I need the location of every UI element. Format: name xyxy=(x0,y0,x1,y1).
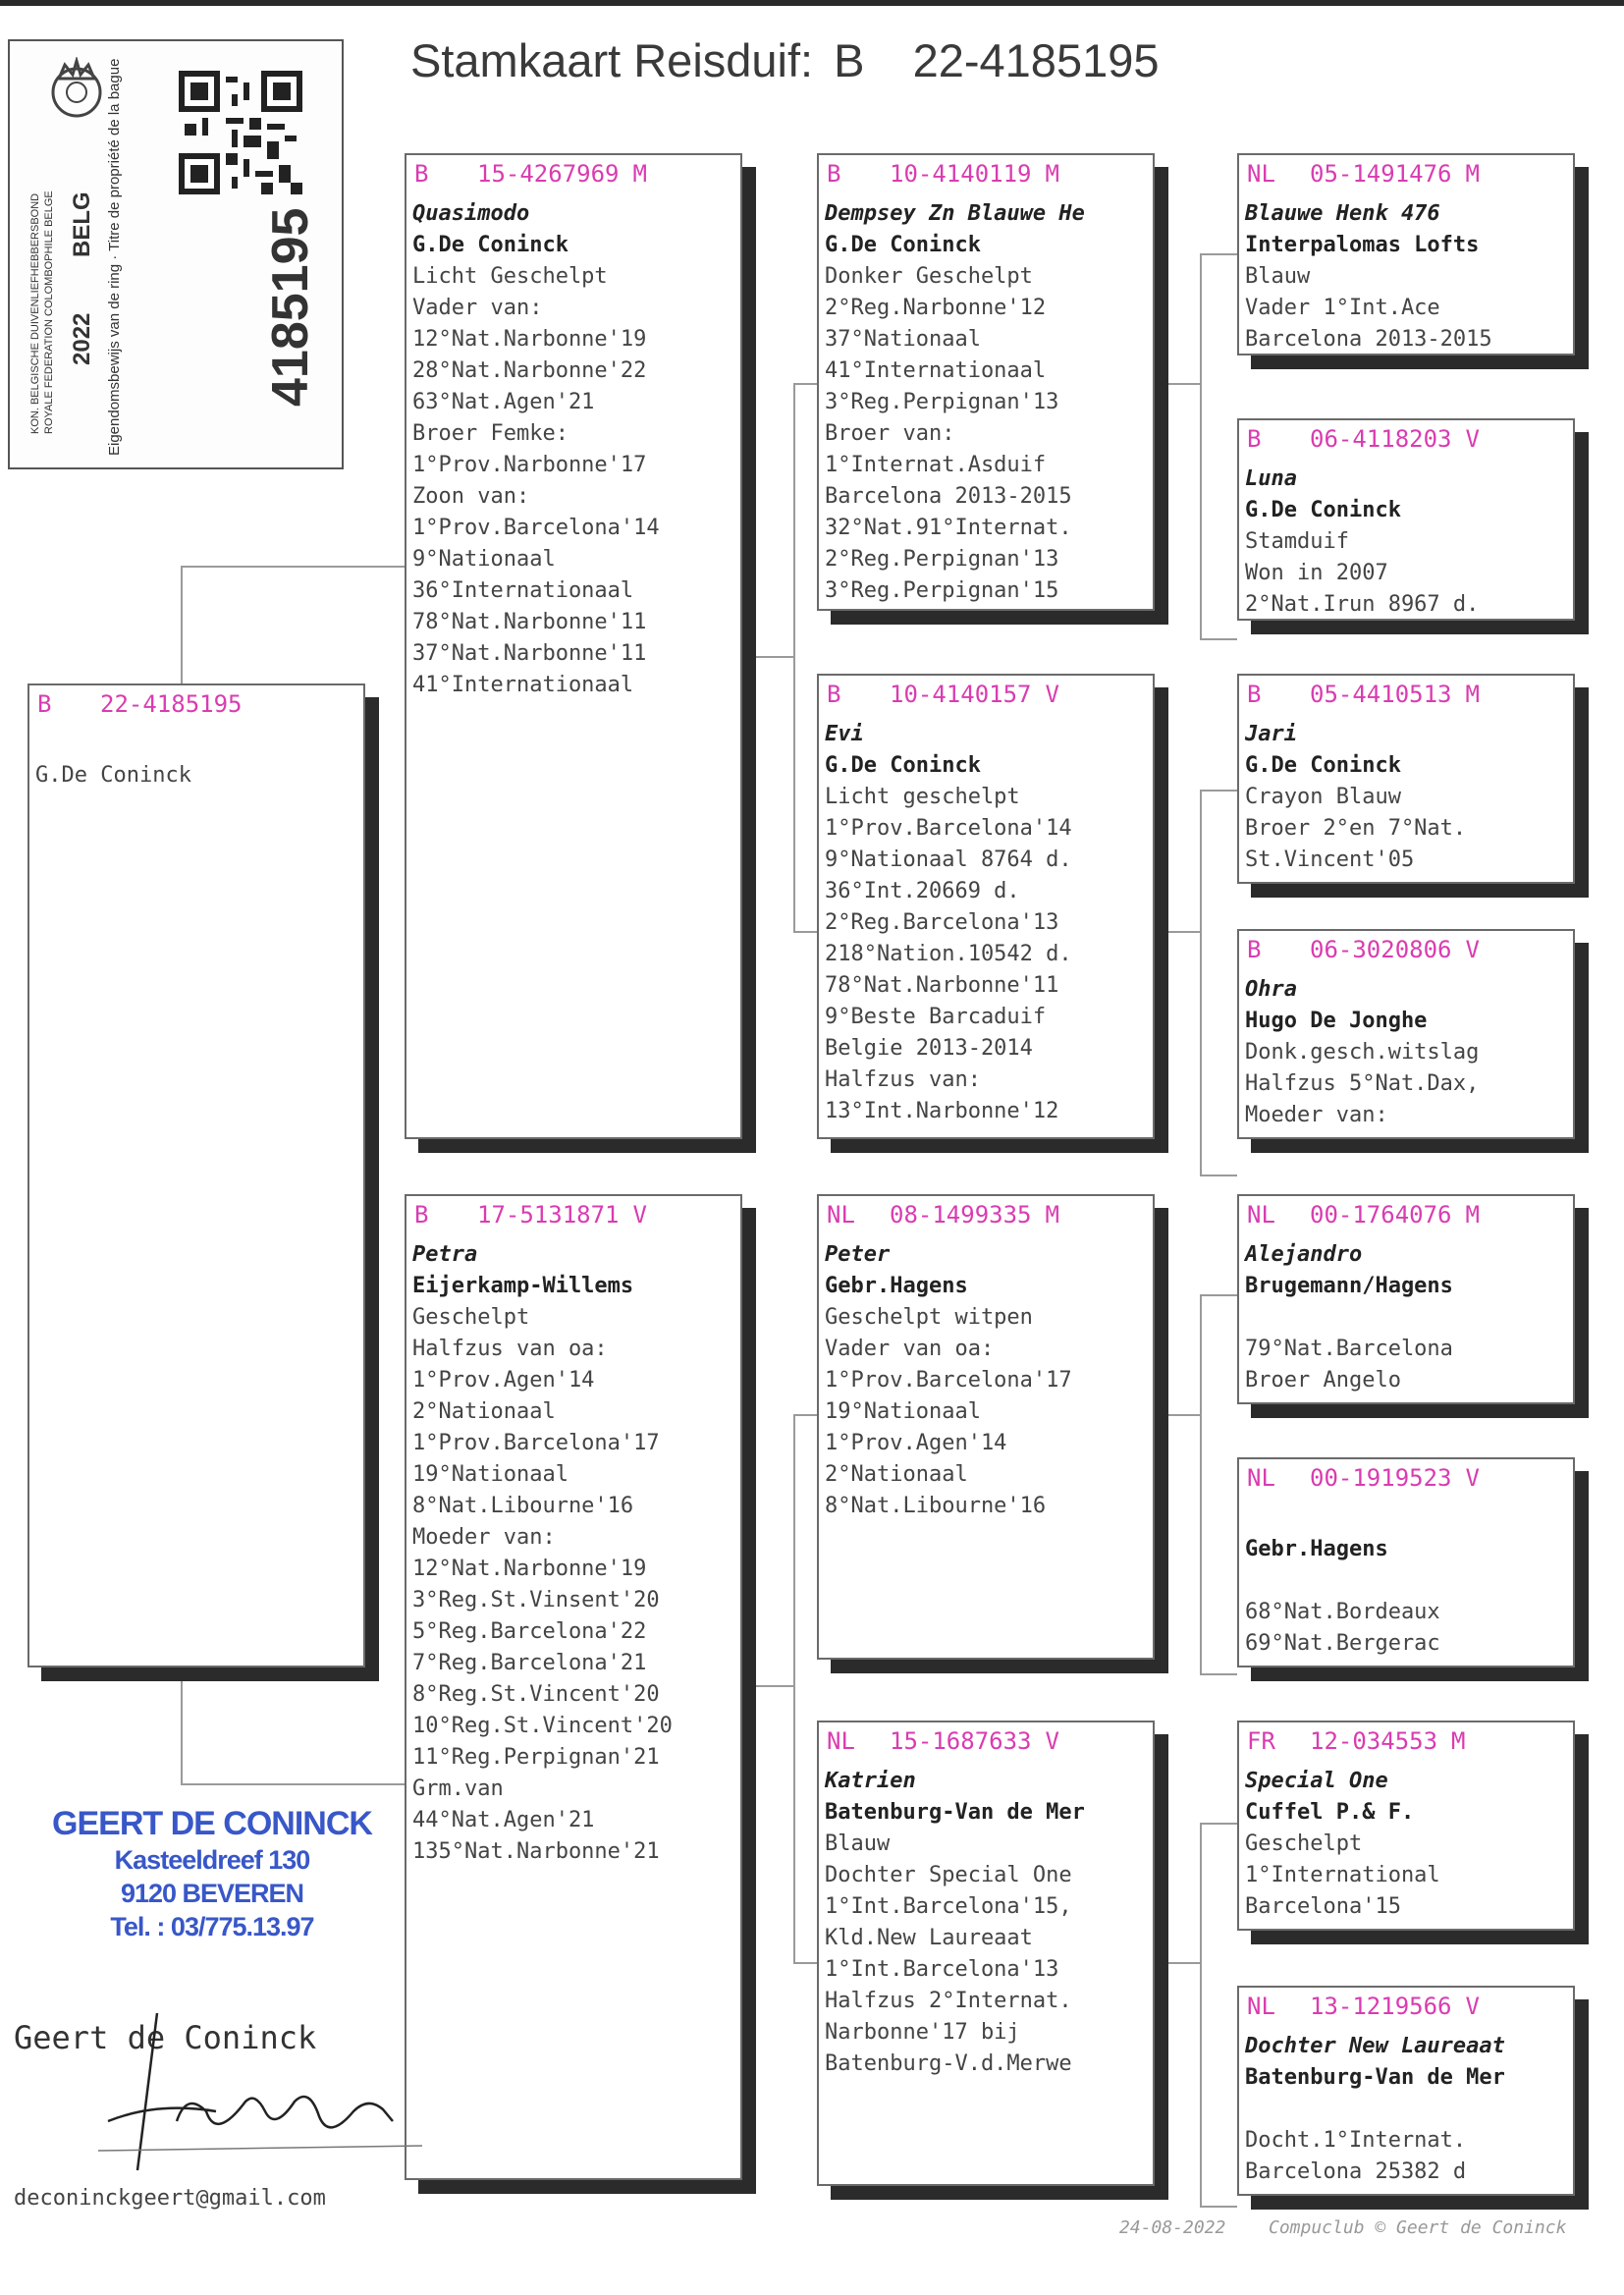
detail-line: 1°Prov.Barcelona'17 xyxy=(412,1431,660,1455)
ring-country: NL xyxy=(827,1727,855,1755)
pigeon-details xyxy=(1239,1229,1573,1396)
detail-line: Barcelona'15 xyxy=(1245,1894,1401,1919)
connector-line xyxy=(1168,931,1200,933)
ring-header xyxy=(1239,931,1573,964)
detail-line: 36°Int.20669 d. xyxy=(825,879,1020,903)
ring-country: B xyxy=(1247,681,1262,708)
pigeon-details xyxy=(1239,709,1573,876)
detail-line: 69°Nat.Bergerac xyxy=(1245,1631,1440,1656)
ring-number: 06-4118203 xyxy=(1310,425,1452,453)
detail-line: Crayon Blauw xyxy=(1245,785,1401,809)
ring-header xyxy=(406,1196,740,1229)
detail-line: 79°Nat.Barcelona xyxy=(1245,1337,1453,1361)
detail-line: G.De Coninck xyxy=(825,753,981,778)
detail-line: 2°Reg.Perpignan'13 xyxy=(825,547,1059,572)
connector-line xyxy=(793,931,819,933)
ring-country: B xyxy=(1247,936,1262,963)
detail-line: Won in 2007 xyxy=(1245,561,1388,585)
connector-line xyxy=(756,1685,795,1687)
detail-line: Kld.New Laureaat xyxy=(825,1926,1033,1950)
connector-line xyxy=(1168,383,1200,385)
pigeon-details xyxy=(406,189,740,701)
pigeon-details xyxy=(1239,189,1573,355)
connector-line xyxy=(1168,1414,1200,1416)
detail-line: 12°Nat.Narbonne'19 xyxy=(412,1557,647,1581)
top-scan-band xyxy=(0,0,1624,6)
detail-line: 1°Prov.Agen'14 xyxy=(412,1368,595,1393)
sex-marker: M xyxy=(1465,1201,1480,1229)
detail-line: 78°Nat.Narbonne'11 xyxy=(412,610,647,634)
detail-line: 1°International xyxy=(1245,1863,1440,1887)
pigeon-card-dss xyxy=(1237,1194,1575,1404)
pigeon-details xyxy=(1239,1756,1573,1923)
detail-line: 8°Nat.Libourne'16 xyxy=(412,1494,634,1518)
detail-line: Broer Angelo xyxy=(1245,1368,1401,1393)
ring-number: 22-4185195 xyxy=(100,690,243,718)
detail-line: 41°Internationaal xyxy=(412,673,634,697)
ring-country: B xyxy=(827,681,841,708)
detail-line: Belgie 2013-2014 xyxy=(825,1036,1033,1061)
title-country: B xyxy=(834,34,865,86)
pigeon-card-sire-dam xyxy=(817,674,1155,1139)
detail-line: Vader 1°Int.Ace xyxy=(1245,296,1440,320)
connector-line xyxy=(793,1962,819,1964)
pigeon-details xyxy=(819,1756,1153,2080)
detail-line: Blauw xyxy=(825,1831,891,1856)
pigeon-name: Dempsey Zn Blauwe He xyxy=(825,201,1085,226)
detail-line: 9°Nationaal xyxy=(412,547,556,572)
detail-line: St.Vincent'05 xyxy=(1245,847,1415,872)
pigeon-name: Alejandro xyxy=(1245,1242,1363,1267)
detail-line: 1°Internat.Asduif xyxy=(825,453,1047,477)
pigeon-card-subject xyxy=(27,683,365,1667)
detail-line: Vader van oa: xyxy=(825,1337,995,1361)
detail-line: 78°Nat.Narbonne'11 xyxy=(825,973,1059,998)
sex-marker: V xyxy=(1465,936,1480,963)
detail-line: 7°Reg.Barcelona'21 xyxy=(412,1651,647,1675)
detail-line: Geschelpt xyxy=(412,1305,530,1330)
connector-line xyxy=(756,656,795,658)
detail-line: 2°Reg.Narbonne'12 xyxy=(825,296,1047,320)
connector-line xyxy=(793,1414,819,1416)
crown-emblem-icon xyxy=(45,57,108,120)
pigeon-name: Quasimodo xyxy=(412,201,530,226)
pigeon-card-ddd xyxy=(1237,1986,1575,2196)
ring-number: 10-4140119 xyxy=(890,160,1032,188)
ring-header xyxy=(819,1722,1153,1756)
ring-country: NL xyxy=(1247,1464,1275,1492)
detail-line: Hugo De Jonghe xyxy=(1245,1009,1428,1033)
detail-line: Geschelpt witpen xyxy=(825,1305,1033,1330)
detail-line: Broer van: xyxy=(825,421,955,446)
pigeon-name xyxy=(35,729,357,760)
pigeon-name: Katrien xyxy=(825,1769,916,1793)
ring-number: 17-5131871 xyxy=(477,1201,620,1229)
sex-marker: M xyxy=(632,160,647,188)
pigeon-details xyxy=(1239,964,1573,1131)
pigeon-card-dsd xyxy=(1237,1457,1575,1667)
sex-marker: M xyxy=(1451,1727,1466,1755)
detail-line: Barcelona 2013-2015 xyxy=(1245,327,1492,352)
connector-line xyxy=(1200,790,1202,1176)
ring-number: 15-4267969 xyxy=(477,160,620,188)
connector-line xyxy=(1200,253,1237,255)
ring-number: 10-4140157 xyxy=(890,681,1032,708)
detail-line: 13°Int.Narbonne'12 xyxy=(825,1099,1059,1123)
stamp-city: 9120 BEVEREN xyxy=(120,1879,304,1908)
connector-line xyxy=(793,383,795,933)
connector-line xyxy=(181,1783,406,1785)
pigeon-details xyxy=(819,709,1153,1127)
ring-number: 13-1219566 xyxy=(1310,1993,1452,2020)
detail-line: 1°Int.Barcelona'15, xyxy=(825,1894,1072,1919)
pigeon-details xyxy=(406,1229,740,1868)
detail-line: Cuffel P.& F. xyxy=(1245,1800,1415,1825)
detail-line: Geschelpt xyxy=(1245,1831,1363,1856)
detail-line: 2°Nationaal xyxy=(412,1399,556,1424)
detail-line: 3°Reg.Perpignan'15 xyxy=(825,578,1059,603)
detail-line: Batenburg-Van de Mer xyxy=(1245,2065,1505,2090)
pigeon-details xyxy=(29,719,363,792)
detail-line: 1°Prov.Barcelona'14 xyxy=(412,516,660,540)
sex-marker: V xyxy=(632,1201,647,1229)
stamp-name: GEERT DE CONINCK xyxy=(52,1805,372,1842)
detail-line: 5°Reg.Barcelona'22 xyxy=(412,1619,647,1644)
detail-line: Halfzus van oa: xyxy=(412,1337,608,1361)
ring-header xyxy=(1239,1988,1573,2021)
page-title xyxy=(410,33,1160,87)
pigeon-name: Special One xyxy=(1245,1769,1388,1793)
detail-line: G.De Coninck xyxy=(1245,498,1401,522)
detail-line: Halfzus van: xyxy=(825,1067,981,1092)
ring-country: NL xyxy=(827,1201,855,1229)
detail-line: Batenburg-Van de Mer xyxy=(825,1800,1085,1825)
ring-header xyxy=(29,685,363,719)
detail-line: 1°Prov.Barcelona'14 xyxy=(825,816,1072,841)
ring-country: BELG xyxy=(69,191,95,257)
detail-line: Donker Geschelpt xyxy=(825,264,1033,289)
detail-line: Moeder van: xyxy=(1245,1103,1388,1127)
connector-line xyxy=(181,566,406,568)
pigeon-details xyxy=(1239,454,1573,621)
sex-marker: M xyxy=(1465,681,1480,708)
detail-line: G.De Coninck xyxy=(1245,753,1401,778)
ring-header xyxy=(1239,155,1573,189)
connector-line xyxy=(793,383,819,385)
ring-number: 15-1687633 xyxy=(890,1727,1032,1755)
pigeon-name xyxy=(1245,1503,1567,1534)
connector-line xyxy=(1200,1823,1202,2208)
pigeon-card-dam-sire xyxy=(817,1194,1155,1660)
detail-line: 8°Nat.Libourne'16 xyxy=(825,1494,1047,1518)
detail-line: Blauw xyxy=(1245,264,1311,289)
pigeon-card-ssd xyxy=(1237,418,1575,621)
ring-header xyxy=(406,155,740,189)
ring-country: FR xyxy=(1247,1727,1275,1755)
detail-line: Vader van: xyxy=(412,296,543,320)
detail-line: 2°Nat.Irun 8967 d. xyxy=(1245,592,1480,617)
detail-line: Zoon van: xyxy=(412,484,530,509)
detail-line: 32°Nat.91°Internat. xyxy=(825,516,1072,540)
connector-line xyxy=(793,1414,795,1964)
connector-line xyxy=(1200,2206,1237,2208)
detail-line xyxy=(1245,1565,1567,1597)
detail-line: 218°Nation.10542 d. xyxy=(825,942,1072,966)
detail-line: Barcelona 2013-2015 xyxy=(825,484,1072,509)
pigeon-name: Luna xyxy=(1245,466,1297,491)
detail-line: Donk.gesch.witslag xyxy=(1245,1040,1480,1065)
ring-header xyxy=(1239,1459,1573,1493)
detail-line: 9°Beste Barcaduif xyxy=(825,1005,1047,1029)
ring-number: 06-3020806 xyxy=(1310,936,1452,963)
detail-line: 8°Reg.St.Vincent'20 xyxy=(412,1682,660,1707)
ring-header xyxy=(1239,420,1573,454)
detail-line: Broer Femke: xyxy=(412,421,568,446)
connector-line xyxy=(1200,1673,1237,1675)
detail-line: 1°Prov.Agen'14 xyxy=(825,1431,1007,1455)
detail-line: 3°Reg.St.Vinsent'20 xyxy=(412,1588,660,1612)
detail-line: Licht Geschelpt xyxy=(412,264,608,289)
sex-marker: V xyxy=(1465,1993,1480,2020)
ring-number: 05-1491476 xyxy=(1310,160,1452,188)
ring-header xyxy=(1239,1722,1573,1756)
pigeon-name: Evi xyxy=(825,722,864,746)
ring-header xyxy=(1239,1196,1573,1229)
email-address: deconinckgeert@gmail.com xyxy=(14,2186,326,2211)
detail-line: Moeder van: xyxy=(412,1525,556,1550)
footer-date: 24-08-2022 xyxy=(1119,2217,1226,2238)
federation-line-2: ROYALE FEDERATION COLOMBOPHILE BELGE xyxy=(43,191,55,434)
connector-line xyxy=(181,566,183,683)
detail-line: 9°Nationaal 8764 d. xyxy=(825,847,1072,872)
ring-country: B xyxy=(414,1201,429,1229)
sex-marker: M xyxy=(1045,1201,1059,1229)
detail-line: Narbonne'17 bij xyxy=(825,2020,1020,2045)
detail-line: 68°Nat.Bordeaux xyxy=(1245,1600,1440,1624)
detail-line: Batenburg-V.d.Merwe xyxy=(825,2051,1072,2076)
ring-country: B xyxy=(1247,425,1262,453)
stamp-tel: Tel. : 03/775.13.97 xyxy=(110,1912,314,1941)
ring-header xyxy=(819,155,1153,189)
pigeon-details xyxy=(819,189,1153,607)
detail-line: G.De Coninck xyxy=(825,233,981,257)
ring-country: B xyxy=(414,160,429,188)
detail-line: 1°Prov.Narbonne'17 xyxy=(412,453,647,477)
detail-line: 1°Prov.Barcelona'17 xyxy=(825,1368,1072,1393)
detail-line: 28°Nat.Narbonne'22 xyxy=(412,358,647,383)
ring-number: 12-034553 xyxy=(1310,1727,1438,1755)
detail-line: 19°Nationaal xyxy=(825,1399,981,1424)
title-ring: 22-4185195 xyxy=(912,34,1160,86)
sex-marker: M xyxy=(1465,160,1480,188)
pigeon-name: Peter xyxy=(825,1242,891,1267)
pigeon-name: Petra xyxy=(412,1242,478,1267)
pigeon-name: Dochter New Laureaat xyxy=(1245,2034,1505,2058)
connector-line xyxy=(1200,253,1202,640)
title-prefix: Stamkaart Reisduif: xyxy=(410,34,814,86)
detail-line: 3°Reg.Perpignan'13 xyxy=(825,390,1059,414)
qr-code-icon xyxy=(179,71,302,194)
detail-line: Eijerkamp-Willems xyxy=(412,1274,634,1298)
ring-number: 00-1764076 xyxy=(1310,1201,1452,1229)
detail-line: 2°Reg.Barcelona'13 xyxy=(825,910,1059,935)
sex-marker: V xyxy=(1045,681,1059,708)
federation-line-1: KON. BELGISCHE DUIVENLIEFHEBBERSBOND xyxy=(29,192,41,434)
detail-line: 63°Nat.Agen'21 xyxy=(412,390,595,414)
detail-line: Halfzus 5°Nat.Dax, xyxy=(1245,1071,1480,1096)
detail-line: Halfzus 2°Internat. xyxy=(825,1989,1072,2013)
connector-line xyxy=(1200,638,1237,640)
pigeon-name: Jari xyxy=(1245,722,1297,746)
pigeon-details xyxy=(1239,1493,1573,1660)
signature-name: Geert de Coninck xyxy=(14,2019,317,2056)
connector-line xyxy=(1200,1294,1202,1675)
connector-line xyxy=(181,1667,183,1785)
ring-number: 08-1499335 xyxy=(890,1201,1032,1229)
connector-line xyxy=(1200,1294,1237,1296)
detail-line: 1°Int.Barcelona'13 xyxy=(825,1957,1059,1982)
address-stamp xyxy=(45,1805,379,1943)
pigeon-name: Ohra xyxy=(1245,977,1297,1002)
detail-line: Stamduif xyxy=(1245,529,1349,554)
ring-header xyxy=(1239,676,1573,709)
pigeon-card-sdd xyxy=(1237,929,1575,1139)
detail-line: Licht geschelpt xyxy=(825,785,1020,809)
ring-certificate xyxy=(8,39,344,469)
ring-country: NL xyxy=(1247,1993,1275,2020)
ring-header xyxy=(819,1196,1153,1229)
pigeon-card-dds xyxy=(1237,1721,1575,1931)
pigeon-card-dam xyxy=(405,1194,742,2180)
pigeon-name: Blauwe Henk 476 xyxy=(1245,201,1440,226)
connector-line xyxy=(1200,1175,1237,1176)
ring-number: 4185195 xyxy=(262,207,319,407)
detail-line: G.De Coninck xyxy=(412,233,568,257)
pigeon-details xyxy=(819,1229,1153,1522)
sex-marker: V xyxy=(1465,1464,1480,1492)
pigeon-details xyxy=(1239,2021,1573,2188)
ownership-text: Eigendomsbewijs van de ring · Titre de propriété de la bague xyxy=(106,58,123,456)
detail-line: Barcelona 25382 d xyxy=(1245,2159,1467,2184)
detail-line: Interpalomas Lofts xyxy=(1245,233,1480,257)
sex-marker: M xyxy=(1045,160,1059,188)
connector-line xyxy=(1200,1823,1237,1825)
detail-line: 2°Nationaal xyxy=(825,1462,968,1487)
pigeon-card-dam-dam xyxy=(817,1721,1155,2186)
pigeon-card-sire xyxy=(405,153,742,1139)
detail-line: 44°Nat.Agen'21 xyxy=(412,1808,595,1832)
detail-line: Docht.1°Internat. xyxy=(1245,2128,1467,2153)
detail-line: G.De Coninck xyxy=(35,763,191,788)
detail-line: 36°Internationaal xyxy=(412,578,634,603)
footer-copyright: Compuclub © Geert de Coninck xyxy=(1269,2217,1567,2238)
pigeon-card-sds xyxy=(1237,674,1575,884)
ring-country: NL xyxy=(1247,1201,1275,1229)
handwritten-signature-icon xyxy=(98,2003,432,2180)
stamp-street: Kasteeldreef 130 xyxy=(114,1845,310,1875)
sex-marker: V xyxy=(1045,1727,1059,1755)
detail-line: 11°Reg.Perpignan'21 xyxy=(412,1745,660,1770)
detail-line xyxy=(1245,2094,1567,2125)
pigeon-card-sire-sire xyxy=(817,153,1155,611)
detail-line: Gebr.Hagens xyxy=(825,1274,968,1298)
detail-line: Brugemann/Hagens xyxy=(1245,1274,1453,1298)
detail-line: 41°Internationaal xyxy=(825,358,1047,383)
connector-line xyxy=(1168,1962,1200,1964)
detail-line: Grm.van xyxy=(412,1776,504,1801)
detail-line: 10°Reg.St.Vincent'20 xyxy=(412,1714,673,1738)
detail-line: 37°Nationaal xyxy=(825,327,981,352)
detail-line: Gebr.Hagens xyxy=(1245,1537,1388,1561)
detail-line: Dochter Special One xyxy=(825,1863,1072,1887)
pigeon-card-sss xyxy=(1237,153,1575,355)
detail-line: Broer 2°en 7°Nat. xyxy=(1245,816,1467,841)
ring-number: 00-1919523 xyxy=(1310,1464,1452,1492)
connector-line xyxy=(1200,790,1237,792)
detail-line: 12°Nat.Narbonne'19 xyxy=(412,327,647,352)
ring-header xyxy=(819,676,1153,709)
detail-line xyxy=(1245,1302,1567,1334)
detail-line: 19°Nationaal xyxy=(412,1462,568,1487)
ring-country: NL xyxy=(1247,160,1275,188)
detail-line: 135°Nat.Narbonne'21 xyxy=(412,1839,660,1864)
ring-country: B xyxy=(37,690,52,718)
sex-marker: V xyxy=(1465,425,1480,453)
ring-country: B xyxy=(827,160,841,188)
detail-line: 37°Nat.Narbonne'11 xyxy=(412,641,647,666)
ring-number: 05-4410513 xyxy=(1310,681,1452,708)
ring-year: 2022 xyxy=(69,312,95,365)
